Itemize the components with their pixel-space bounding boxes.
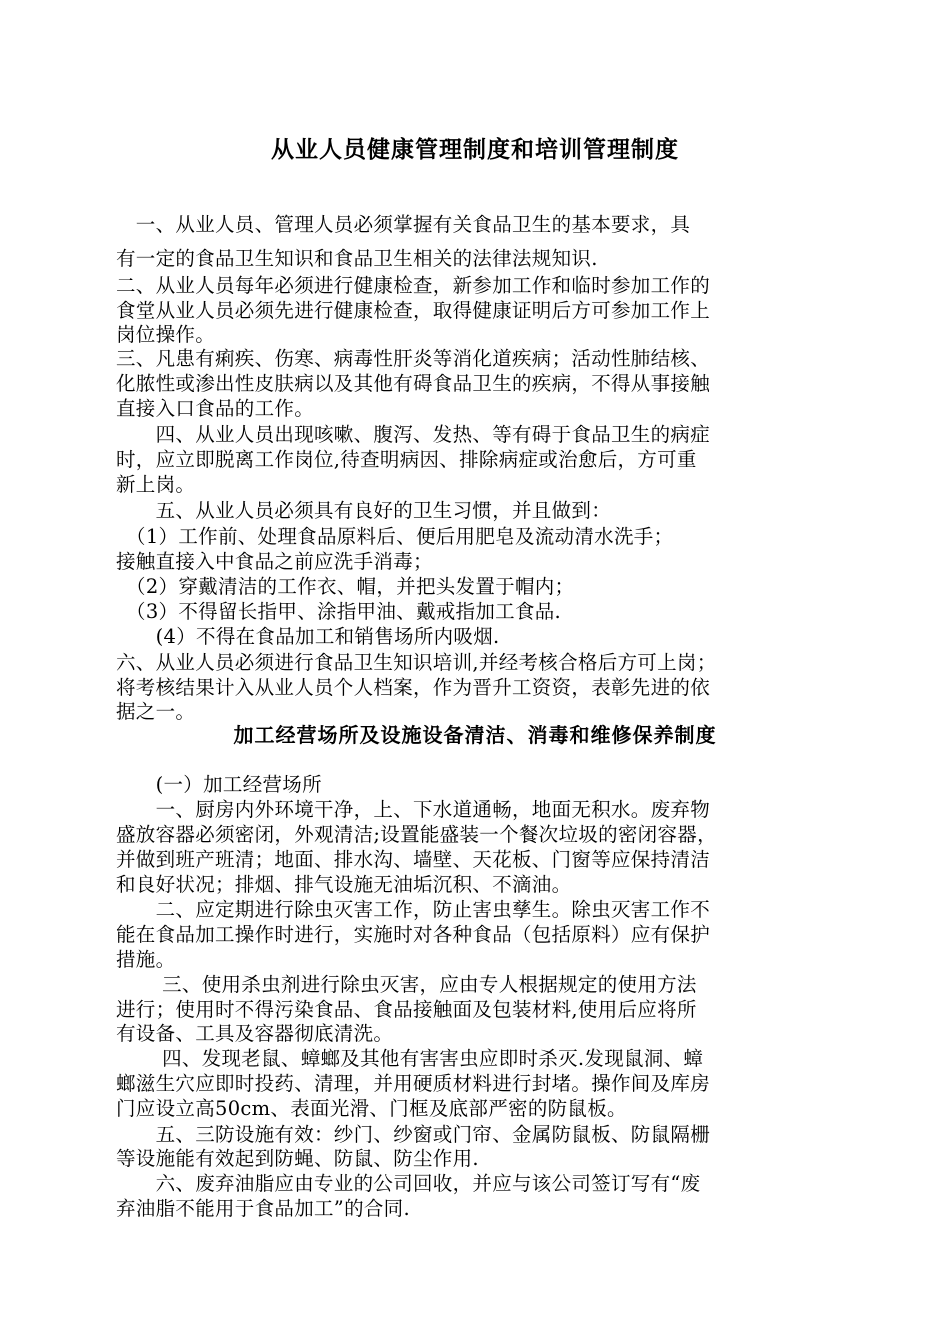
section2-line: 螂滋生穴应即时投药、清理，并用硬质材料进行封堵。操作间及库房 xyxy=(116,1072,711,1095)
section1-line: 有一定的食品卫生知识和食品卫生相关的法律法规知识. xyxy=(116,247,598,270)
section1-line: （1）工作前、处理食品原料后、便后用肥皂及流动清水洗手； xyxy=(116,525,674,548)
section1-line: 三、凡患有痢疾、伤寒、病毒性肝炎等消化道疾病；活动性肺结核、 xyxy=(116,347,711,370)
section1-line: （2）穿戴清洁的工作衣、帽，并把头发置于帽内； xyxy=(116,575,575,598)
section2-line: 二、应定期进行除虫灭害工作，防止害虫孳生。除虫灭害工作不 xyxy=(116,898,711,921)
section2-line: 弃油脂不能用于食品加工”的合同. xyxy=(116,1197,410,1220)
section1-line: 食堂从业人员必须先进行健康检查，取得健康证明后方可参加工作上 xyxy=(116,299,711,322)
section2-line: 盛放容器必须密闭，外观清洁;设置能盛装一个餐次垃圾的密闭容器， xyxy=(116,823,717,846)
section2-line: 三、使用杀虫剂进行除虫灭害，应由专人根据规定的使用方法 xyxy=(116,973,697,996)
section2-line: 进行；使用时不得污染食品、食品接触面及包装材料,使用后应将所 xyxy=(116,998,697,1021)
section2-line: 能在食品加工操作时进行，实施时对各种食品（包括原料）应有保护 xyxy=(116,923,711,946)
section1-line: 直接入口食品的工作。 xyxy=(116,397,315,420)
section1-line: 新上岗。 xyxy=(116,473,196,496)
section1-title: 从业人员健康管理制度和培训管理制度 xyxy=(271,136,679,163)
section1-line: 一、从业人员、管理人员必须掌握有关食品卫生的基本要求，具 xyxy=(116,213,691,236)
section1-line: 时，应立即脱离工作岗位,待查明病因、排除病症或治愈后，方可重 xyxy=(116,448,697,471)
section2-line: 并做到班产班清；地面、排水沟、墙壁、天花板、门窗等应保持清洁 xyxy=(116,848,711,871)
section2-line: 措施。 xyxy=(116,948,176,971)
section1-line: （3）不得留长指甲、涂指甲油、戴戒指加工食品. xyxy=(116,600,562,623)
section2-line: 等设施能有效起到防蝇、防鼠、防尘作用. xyxy=(116,1147,479,1170)
section1-line: 五、从业人员必须具有良好的卫生习惯，并且做到： xyxy=(116,499,612,522)
section2-line: 六、废弃油脂应由专业的公司回收，并应与该公司签订写有“废 xyxy=(116,1172,701,1195)
section2-line: 一、厨房内外环境干净，上、下水道通畅，地面无积水。废弃物 xyxy=(116,798,711,821)
section1-line: 六、从业人员必须进行食品卫生知识培训,并经考核合格后方可上岗； xyxy=(116,651,717,674)
section2-line: 四、发现老鼠、蟑螂及其他有害害虫应即时杀灭.发现鼠洞、蟑 xyxy=(116,1047,704,1070)
section1-line: (4）不得在食品加工和销售场所内吸烟. xyxy=(116,625,500,648)
section2-line: 有设备、工具及容器彻底清洗。 xyxy=(116,1022,394,1045)
section1-line: 据之一。 xyxy=(116,700,196,723)
section2-line: (一）加工经营场所 xyxy=(116,773,322,796)
section1-line: 接触直接入中食品之前应洗手消毒； xyxy=(116,550,433,573)
section1-line: 化脓性或渗出性皮肤病以及其他有碍食品卫生的疾病，不得从事接触 xyxy=(116,372,711,395)
section2-line: 和良好状况；排烟、排气设施无油垢沉积、不滴油。 xyxy=(116,873,572,896)
section2-title: 加工经营场所及设施设备清洁、消毒和维修保养制度 xyxy=(233,723,717,747)
section1-line: 岗位操作。 xyxy=(116,323,216,346)
section1-line: 四、从业人员出现咳嗽、腹泻、发热、等有碍于食品卫生的病症 xyxy=(116,423,711,446)
section1-line: 将考核结果计入从业人员个人档案，作为晋升工资资，表彰先进的依 xyxy=(116,676,711,699)
section1-line: 二、从业人员每年必须进行健康检查，新参加工作和临时参加工作的 xyxy=(116,274,711,297)
section2-line: 门应设立高50cm、表面光滑、门框及底部严密的防鼠板。 xyxy=(116,1097,627,1120)
section2-line: 五、三防设施有效：纱门、纱窗或门帘、金属防鼠板、防鼠隔栅 xyxy=(116,1123,711,1146)
